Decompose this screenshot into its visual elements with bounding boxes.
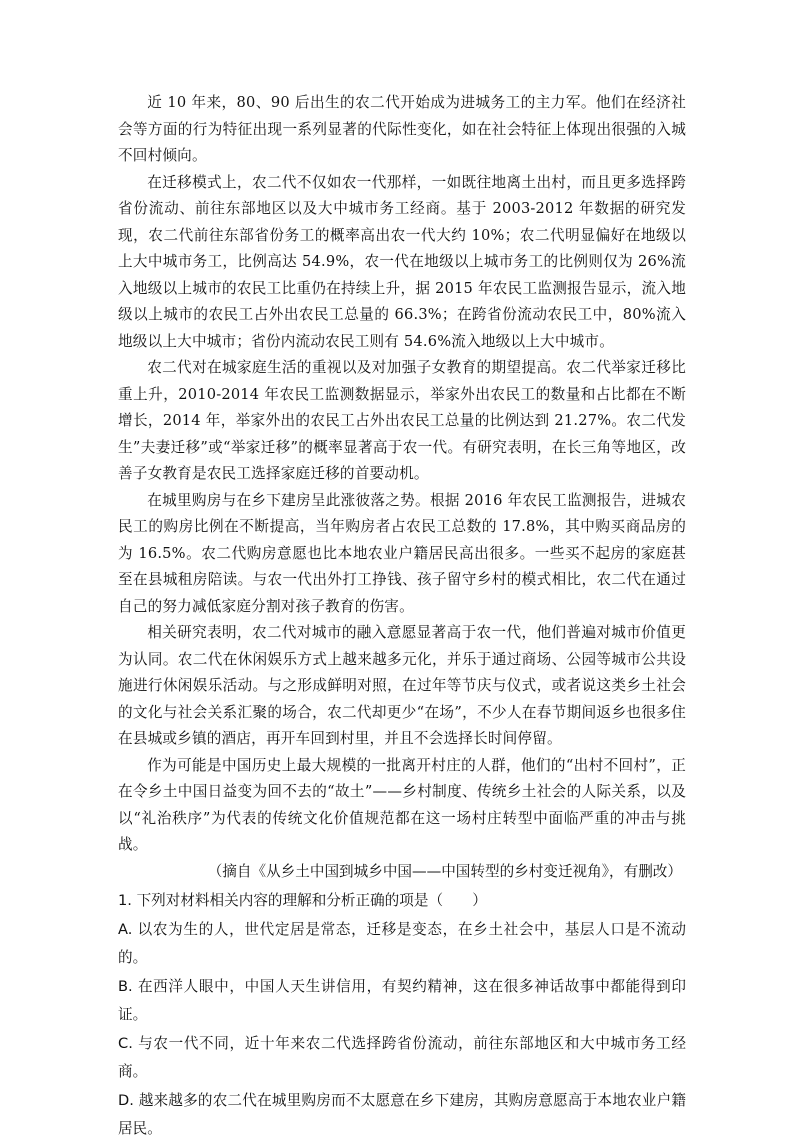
- document-content: [118, 90, 686, 1144]
- passage-paragraph-1: 近 10 年来，80、90 后出生的农二代开始成为进城务工的主力军。他们在经济社会等方面的行为特征出现一系列显著的代际性变化，如在社会特征上体现出很强的入城不回村倾向。: [118, 94, 686, 164]
- option-c[interactable]: C. 与农一代不同，近十年来农二代选择跨省份流动，前往东部地区和大中城市务工经商。: [118, 1034, 686, 1080]
- question-stem: 1. 下列对材料相关内容的理解和分析正确的项是（ ）: [118, 892, 487, 909]
- passage-paragraph-2: 在迁移模式上，农二代不仅如农一代那样，一如既往地离土出村，而且更多选择跨省份流动、前往东部地区以及大中城市务工经商。基于 2003-2012 年数据的研究发现，农二代前往东部省份务工的概率高出农一代大约 10%；农二代明显偏好在地级以上大中城市务工，比例高达 54.9%，农一代在地级以上城市务工的比例则仅为 26%流入地级以上城市的农民工比重仍在持续上升，据 2015 年农民工监测报告显示，流入地级以上城市的农民工占外出农民工总量的 66.3%；在跨省份流动农民工中，80%流入地级以上大中城市；省份内流动农民工则有 54.6%流入地级以上大中城市。: [118, 173, 686, 350]
- option-b[interactable]: B. 在西洋人眼中，中国人天生讲信用，有契约精神，这在很多神话故事中都能得到印证。: [118, 977, 686, 1023]
- option-d[interactable]: D. 越来越多的农二代在城里购房而不太愿意在乡下建房，其购房意愿高于本地农业户籍居民。: [118, 1091, 686, 1137]
- passage-source: （摘自《从乡土中国到城乡中国——中国转型的乡村变迁视角》，有删改）: [207, 862, 682, 880]
- passage-paragraph-4: 在城里购房与在乡下建房呈此涨彼落之势。根据 2016 年农民工监测报告，进城农民工的购房比例在不断提高，当年购房者占农民工总数的 17.8%，其中购买商品房的为 16.5%。农二代购房意愿也比本地农业户籍居民高出很多。一些买不起房的家庭甚至在县城租房陪读。与农一代出外打工挣钱、孩子留守乡村的模式相比，农二代在通过自己的努力减低家庭分割对孩子教育的伤害。: [118, 491, 686, 615]
- option-a[interactable]: A. 以农为生的人，世代定居是常态，迁移是变态，在乡土社会中，基层人口是不流动的。: [118, 920, 686, 966]
- question-block: [118, 887, 686, 1144]
- passage-paragraph-3: 农二代对在城家庭生活的重视以及对加强子女教育的期望提高。农二代举家迁移比重上升，2010-2014 年农民工监测数据显示，举家外出农民工的数量和占比都在不断增长，2014 年，举家外出的农民工占外出农民工总量的比例达到 21.27%。农二代发生”夫妻迁移”或“举家迁移”的概率显著高于农一代。有研究表明，在长三角等地区，改善子女教育是农民工选择家庭迁移的首要动机。: [118, 359, 686, 482]
- passage-paragraph-5: 相关研究表明，农二代对城市的融入意愿显著高于农一代，他们普遍对城市价值更为认同。农二代在休闲娱乐方式上越来越多元化，并乐于通过商场、公园等城市公共设施进行休闲娱乐活动。与之形成鲜明对照，在过年等节庆与仪式，或者说这类乡土社会的文化与社会关系汇聚的场合，农二代却更少“在场”，不少人在春节期间返乡也很多住在县城或乡镇的酒店，再开车回到村里，并且不会选择长时间停留。: [118, 624, 686, 747]
- passage-paragraph-6: 作为可能是中国历史上最大规模的一批离开村庄的人群，他们的“出村不回村”，正在令乡土中国日益变为回不去的“故土”——乡村制度、传统乡土社会的人际关系，以及以“礼治秩序”为代表的传统文化价值规范都在这一场村庄转型中面临严重的冲击与挑战。: [118, 756, 686, 853]
